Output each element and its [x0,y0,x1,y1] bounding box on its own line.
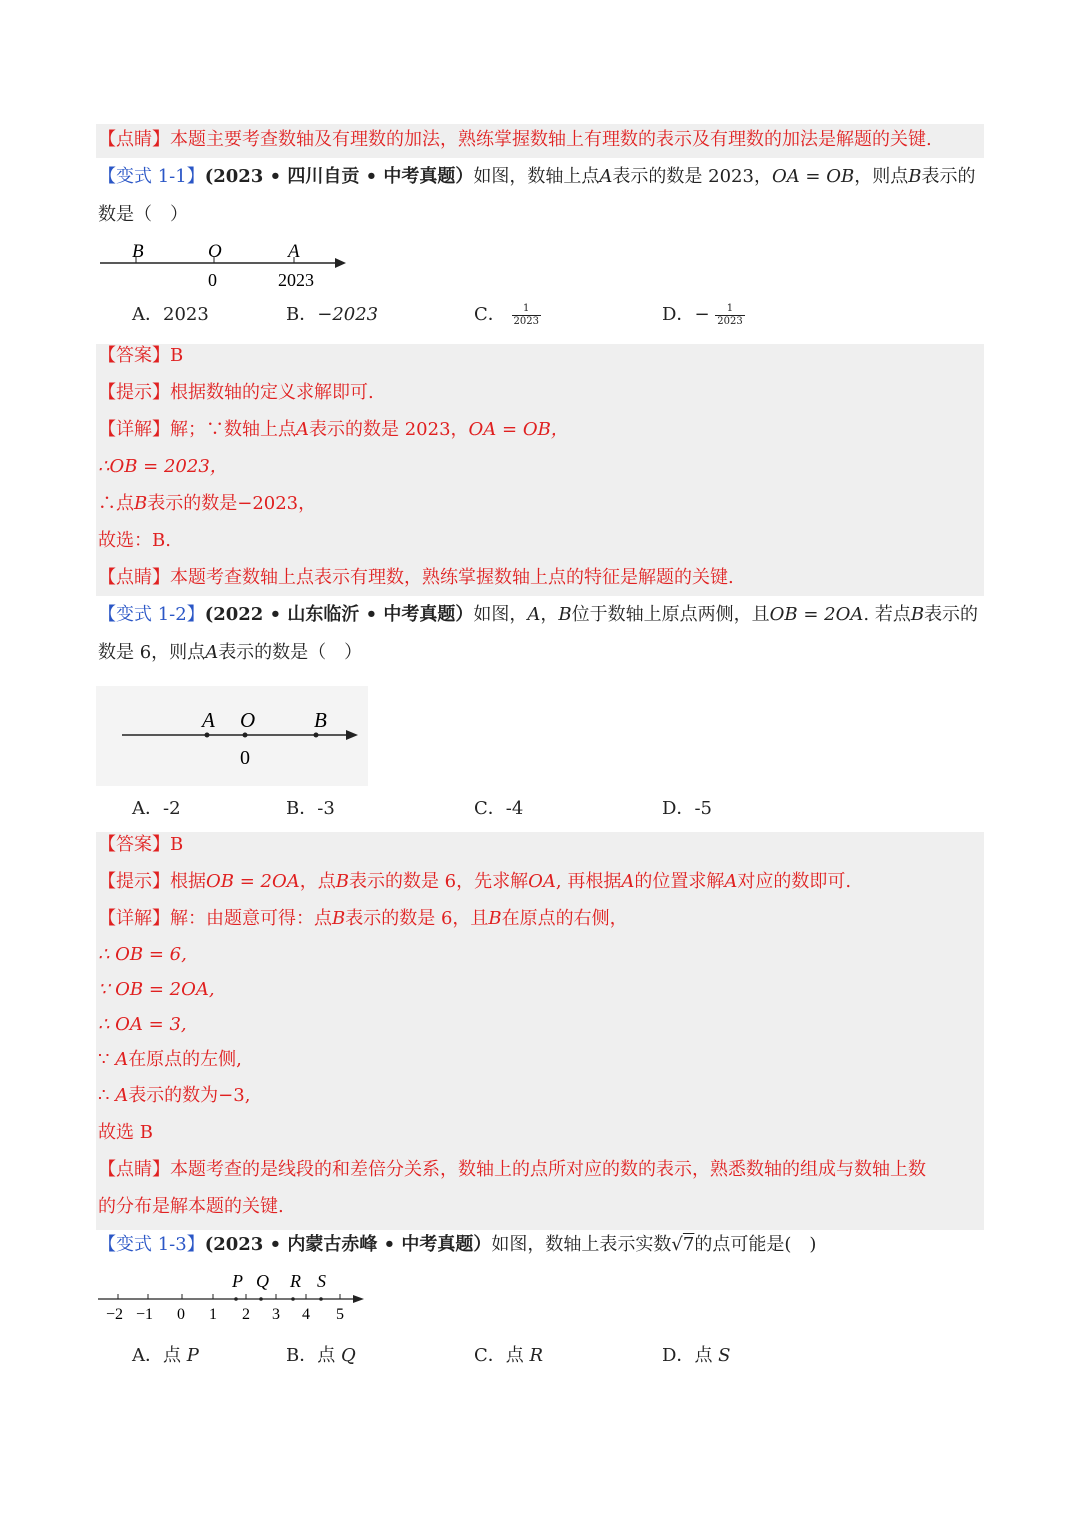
detail-2-line4: ∴ OA = 3, [98,1014,187,1035]
dianjing-1: 【点睛】本题主要考查数轴及有理数的加法，熟练掌握数轴上有理数的表示及有理数的加法是解题的关键. [98,129,932,150]
question-2-stem-line2: 数是 6，则点A表示的数是（ ） [98,642,363,663]
option-d[interactable]: D．-5 [662,798,712,819]
point-label-a: A [288,241,300,262]
option-a[interactable]: A．2023 [132,304,209,325]
tick-label: 3 [272,1306,280,1323]
point-label-b: B [132,241,144,262]
question-1-stem-line2: 数是（ ） [98,204,188,225]
detail-2-line7: 故选 B [98,1122,153,1143]
sqrt-symbol: √ [671,1234,683,1255]
point-label-q: Q [256,1271,269,1291]
tick-label-0: 0 [208,270,217,290]
question-source: (2022 • 山东临沂 • 中考真题） [204,604,474,625]
tick-label: 5 [336,1306,344,1323]
tick-label: −2 [106,1306,124,1323]
answer-1: 【答案】B [98,345,184,366]
tick-label-2023: 2023 [278,270,314,290]
question-tag: 【变式 1-1】 [98,166,205,187]
detail-2-line1: 【详解】解：由题意可得：点B表示的数是 6，且B在原点的右侧， [98,908,628,929]
question-source: (2023 • 四川自贡 • 中考真题） [204,166,474,187]
question-2-stem: 【变式 1-2】(2022 • 山东临沂 • 中考真题）如图，A，B位于数轴上原点两侧，且OB = 2OA. 若点B表示的 [98,604,979,625]
point-label-s: S [317,1271,326,1291]
detail-1-line2: ∴OB = 2023， [98,456,228,477]
option-c[interactable]: C． $\frac{1}{2023}$ [474,302,539,327]
question-3-stem: 【变式 1-3】(2023 • 内蒙古赤峰 • 中考真题）如图，数轴上表示实数√7的点可能是( ) [98,1234,817,1255]
point-label-b: B [314,708,327,732]
tick-label: 4 [302,1306,310,1323]
point-label-p: P [232,1271,243,1291]
hint-2: 【提示】根据OB = 2OA，点B表示的数是 6，先求解OA, 再根据A的位置求解A对应的数即可. [98,871,852,892]
tick-label: −1 [136,1306,154,1323]
dianjing-q1: 【点睛】本题考查数轴上点表示有理数，熟练掌握数轴上点的特征是解题的关键. [98,567,734,588]
tick-label: 1 [209,1306,217,1323]
point-label-o: O [240,708,256,732]
dianjing-q2-line1: 【点睛】本题考查的是线段的和差倍分关系，数轴上的点所对应的数的表示，熟悉数轴的组成与数轴上数 [98,1159,926,1180]
detail-2-line6: ∴ A表示的数为−3, [98,1085,251,1106]
point-label-a: A [202,708,215,732]
question-tag: 【变式 1-2】 [98,604,205,625]
answer-2: 【答案】B [98,834,184,855]
option-b[interactable]: B．-3 [286,798,335,819]
point-label-r: R [290,1271,301,1291]
dianjing-q2-line2: 的分布是解本题的关键. [98,1196,284,1217]
option-b[interactable]: B．−2023 [286,304,379,325]
number-line-figure-3 [96,1266,376,1330]
option-a[interactable]: A．-2 [132,798,181,819]
tick-label-0: 0 [240,747,250,769]
option-d[interactable]: D．点 S [662,1345,731,1366]
number-line-figure-1 [96,236,356,296]
detail-1-line4: 故选：B. [98,530,171,551]
tick-label: 2 [242,1306,250,1323]
fraction: $\frac{1}{2023}$ [513,302,539,327]
option-d[interactable]: D．− $\frac{1}{2023}$ [662,302,743,327]
fraction: $\frac{1}{2023}$ [717,302,743,327]
detail-2-line3: ∵ OB = 2OA, [98,979,215,1000]
option-a[interactable]: A．点 P [132,1345,199,1366]
detail-1-line3: ∴点B表示的数是−2023， [98,493,317,514]
question-1-stem: 【变式 1-1】(2023 • 四川自贡 • 中考真题）如图，数轴上点A表示的数是 2023，OA = OB，则点B表示的 [98,166,976,187]
option-b[interactable]: B．点 Q [286,1345,356,1366]
option-c[interactable]: C．-4 [474,798,524,819]
detail-2-line5: ∵ A在原点的左侧, [98,1049,242,1070]
hint-1: 【提示】根据数轴的定义求解即可. [98,382,374,403]
point-label-o: O [208,241,222,262]
tick-label: 0 [177,1306,185,1323]
detail-2-line2: ∴ OB = 6, [98,944,187,965]
detail-1-line1: 【详解】解；∵数轴上点A表示的数是 2023，OA = OB， [98,419,569,440]
option-c[interactable]: C．点 R [474,1345,544,1366]
number-line-figure-2 [118,700,368,780]
question-source: (2023 • 内蒙古赤峰 • 中考真题） [204,1234,492,1255]
question-tag: 【变式 1-3】 [98,1234,205,1255]
